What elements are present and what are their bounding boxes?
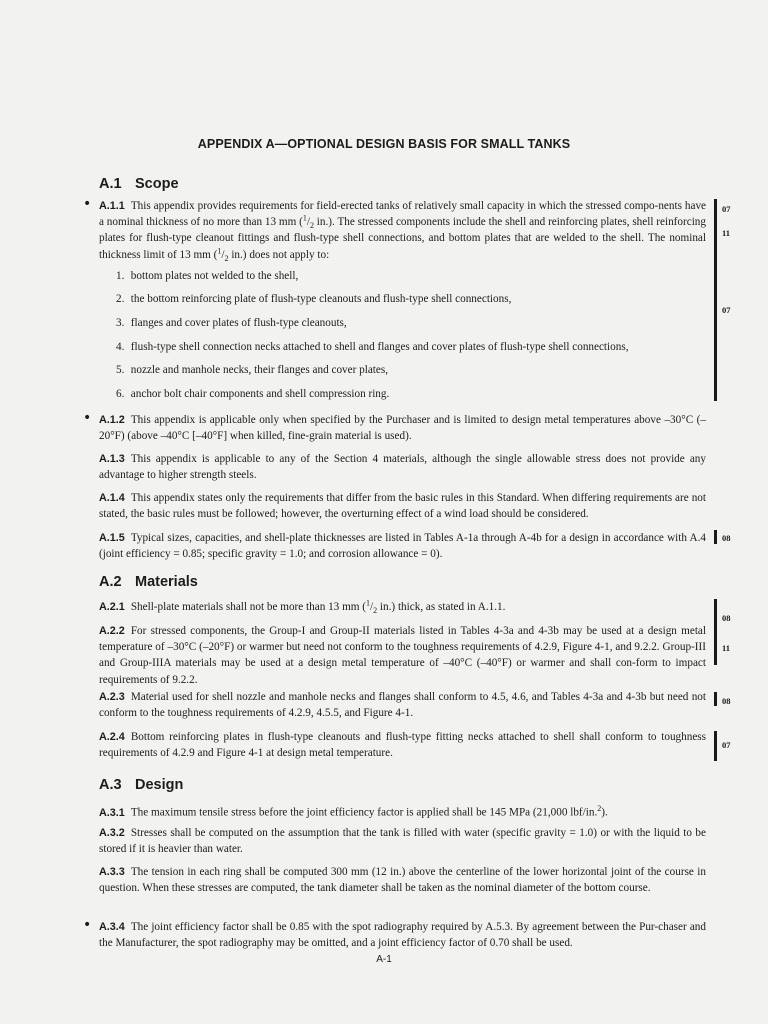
paragraph-number: A.3.3 [99, 866, 125, 878]
paragraph-a-2-4: A.2.4 Bottom reinforcing plates in flush-type cleanouts and flush-type fitting necks attached to shell shall conform to toughness requirements of 4.2.9 and Figure 4-1 at design metal temperature. [99, 731, 706, 760]
paragraph-number: A.2.3 [99, 691, 125, 703]
revision-marker: 07 [722, 305, 731, 315]
list-item: 4. flush-type shell connection necks attached to shell and flanges and cover plates of flush-type shell connections, [116, 341, 629, 353]
list-item: 6. anchor bolt chair components and shell compression ring. [116, 388, 390, 400]
paragraph-a-1-5: A.1.5 Typical sizes, capacities, and shell-plate thicknesses are listed in Tables A-1a through A-4b for a design in accordance with A.4 (joint efficiency = 0.85; specific gravity = 1.0; and corrosion allowance = 0). [99, 532, 706, 561]
revision-bar [714, 599, 717, 665]
section-title: Materials [135, 574, 198, 590]
page-number: A-1 [376, 954, 392, 965]
list-item: 5. nozzle and manhole necks, their flanges and cover plates, [116, 364, 389, 376]
revision-bar [714, 530, 717, 544]
paragraph-number: A.1.3 [99, 453, 125, 465]
paragraph-number: A.2.2 [99, 625, 125, 637]
revision-bar [714, 199, 717, 401]
paragraph-a-1-3: A.1.3 This appendix is applicable to any of the Section 4 materials, although the single allowable stress does not provide any advantage to higher strength steels. [99, 453, 706, 482]
section-title: Scope [135, 176, 179, 192]
revision-marker: 08 [722, 613, 731, 623]
section-heading-scope [99, 176, 179, 192]
section-title: Design [135, 777, 184, 793]
paragraph-a-2-3: A.2.3 Material used for shell nozzle and manhole necks and flanges shall conform to 4.5, 4.6, and Tables 4-3a and 4-3b but need not conform to the toughness requirements of 4.2.9, 4.5.5, and Figure 4-1. [99, 691, 706, 720]
paragraph-number: A.2.4 [99, 731, 125, 743]
paragraph-a-1-4: A.1.4 This appendix states only the requirements that differ from the basic rules in this Standard. When differing requirements are not stated, the basic rules must be followed; however, the overturning effect of a wind load should be considered. [99, 492, 706, 521]
paragraph-a-1-1: A.1.1 This appendix provides requirements for field-erected tanks of relatively small capacity in which the stressed compo-nents have a nominal thickness of no more than 13 mm ($^1/_2$ in.). The stressed components include the shell and reinforcing plates, shell reinforcing plates for flush-type cleanout fittings and flush-type shell connections, and bottom plates that are welded to the shell. The nominal thickness limit of 13 mm ($^1/_2$ in.) does not apply to: [99, 200, 706, 263]
paragraph-a-3-4: A.3.4 The joint efficiency factor shall be 0.85 with the spot radiography required by A.5.3. By agreement between the Pur-chaser and the Manufacturer, the spot radiography may be omitted, and a joint efficiency factor of 0.70 shall be used. [99, 921, 706, 950]
paragraph-number: A.3.1 [99, 806, 125, 819]
section-heading-materials [99, 574, 198, 590]
revision-marker: 07 [722, 740, 731, 750]
revision-marker: 11 [722, 643, 731, 653]
bullet-marker: • [83, 410, 92, 426]
paragraph-a-3-1: A.3.1 The maximum tensile stress before the joint efficiency factor is applied shall be 145 MPa (21,000 lbf/in.$^2$). [99, 804, 608, 819]
section-number: A.3 [99, 777, 122, 793]
paragraph-number: A.1.2 [99, 414, 125, 426]
paragraph-a-3-2: A.3.2 Stresses shall be computed on the assumption that the tank is filled with water (specific gravity = 1.0) or with the liquid to be stored if it is heavier than water. [99, 827, 706, 856]
list-item: 3. flanges and cover plates of flush-type cleanouts, [116, 317, 347, 329]
revision-bar [714, 731, 717, 761]
paragraph-number: A.3.4 [99, 921, 125, 933]
section-number: A.2 [99, 574, 122, 590]
paragraph-number: A.1.4 [99, 492, 125, 504]
section-number: A.1 [99, 176, 122, 192]
page-title: APPENDIX A—OPTIONAL DESIGN BASIS FOR SMALL TANKS [197, 137, 571, 151]
list-item: 1. bottom plates not welded to the shell, [116, 270, 299, 282]
bullet-marker: • [83, 917, 92, 933]
paragraph-number: A.1.5 [99, 532, 125, 544]
revision-marker: 11 [722, 228, 731, 238]
revision-marker: 08 [722, 533, 731, 543]
paragraph-number: A.3.2 [99, 827, 125, 839]
list-item: 2. the bottom reinforcing plate of flush-type cleanouts and flush-type shell connections, [116, 293, 512, 305]
paragraph-a-2-1: A.2.1 Shell-plate materials shall not be more than 13 mm ($^1/_2$ in.) thick, as stated in A.1.1. [99, 598, 506, 616]
paragraph-a-3-3: A.3.3 The tension in each ring shall be computed 300 mm (12 in.) above the centerline of the lower horizontal joint of the course in question. When these stresses are computed, the tank diameter shall be taken as the nominal diameter of the bottom course. [99, 866, 706, 895]
bullet-marker: • [83, 196, 92, 212]
revision-marker: 07 [722, 204, 731, 214]
paragraph-a-1-2: A.1.2 This appendix is applicable only when specified by the Purchaser and is limited to design metal temperatures above –30°C (–20°F) (above –40°C [–40°F] when killed, fine-grain material is used). [99, 414, 706, 443]
paragraph-number: A.2.1 [99, 601, 125, 613]
paragraph-a-2-2: A.2.2 For stressed components, the Group-I and Group-II materials listed in Tables 4-3a and 4-3b may be used at a design metal temperature of –30°C (–20°F) or warmer but need not conform to the toughness requirements of 4.2.9, Figure 4-1, and 9.2.2. Group-III and Group-IIIA materials may be used at a design metal temperature of –40°C (–40°F) or warmer and shall con-form to impact requirements of 9.2.2. [99, 625, 706, 686]
revision-bar [714, 692, 717, 706]
paragraph-number: A.1.1 [99, 200, 125, 212]
revision-marker: 08 [722, 696, 731, 706]
section-heading-design [99, 777, 183, 793]
